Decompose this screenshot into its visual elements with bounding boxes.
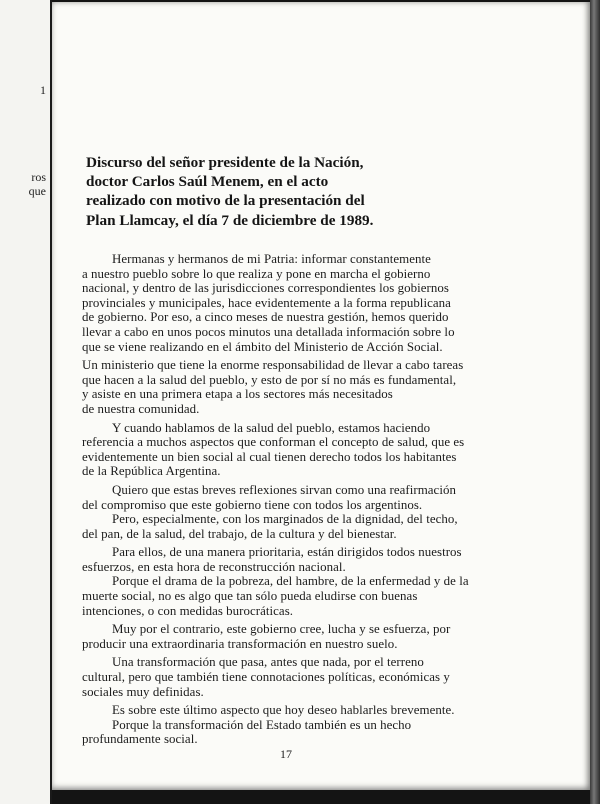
body-line: sociales muy definidas. [82, 684, 204, 699]
body-line: provinciales y municipales, hace evidentemente a la forma republicana [82, 295, 451, 310]
body-line: Porque la transformación del Estado también es un hecho [112, 717, 412, 732]
body-line: y asiste en una primera etapa a los sectores más necesitados [82, 387, 393, 402]
body-line: del pan, de la salud, del trabajo, de la cultura y del bienestar. [82, 526, 397, 541]
body-line: que se viene realizando en el ámbito del Ministerio de Acción Social. [82, 339, 443, 354]
body-line: evidentemente un bien social al cual tienen derecho todos los habitantes [82, 449, 457, 464]
body-line: nacional, y dentro de las jurisdicciones correspondientes los gobiernos [82, 281, 449, 296]
body-line: muerte social, no es algo que tan sólo pueda eludirse con buenas [82, 589, 418, 604]
body-line: intenciones, o con medidas burocráticas. [82, 603, 294, 618]
scan-edge [590, 0, 600, 804]
body-line: Porque el drama de la pobreza, del hambre, de la enfermedad y de la [112, 574, 469, 589]
body-line: Para ellos, de una manera prioritaria, están dirigidos todos nuestros [112, 545, 462, 560]
body-line: de la República Argentina. [82, 464, 221, 479]
body-line: Y cuando hablamos de la salud del pueblo, estamos haciendo [112, 420, 431, 435]
facing-page-edge [0, 0, 52, 804]
body-line: esfuerzos, en esta hora de reconstrucción nacional. [82, 559, 346, 574]
title-line: Plan Llamcay, el día 7 de diciembre de 1989. [86, 211, 374, 229]
body-line: que hacen a la salud del pueblo, y esto de por sí no más es fundamental, [82, 372, 457, 387]
body-line: de gobierno. Por eso, a cinco meses de nuestra gestión, hemos querido [82, 310, 449, 325]
title-line: doctor Carlos Saúl Menem, en el acto [86, 173, 329, 191]
body-line: profundamente social. [82, 732, 198, 747]
body-line: Pero, especialmente, con los marginados de la dignidad, del techo, [112, 512, 458, 527]
body-line: cultural, pero que también tiene connotaciones políticas, económicas y [82, 670, 450, 685]
margin-fragment: que [28, 184, 46, 198]
title-line: realizado con motivo de la presentación del [86, 192, 365, 210]
body-line: Un ministerio que tiene la enorme responsabilidad de llevar a cabo tareas [82, 358, 464, 373]
body-line: de nuestra comunidad. [82, 401, 200, 416]
body-line: Es sobre este último aspecto que hoy deseo hablarles brevemente. [112, 703, 455, 718]
speech-body [82, 252, 537, 747]
page-number: 17 [280, 747, 292, 761]
title-line: Discurso del señor presidente de la Nación, [86, 154, 364, 171]
speech-title [86, 153, 416, 230]
body-line: Una transformación que pasa, antes que nada, por el terreno [112, 655, 424, 670]
body-line: producir una extraordinaria transformación en nuestro suelo. [82, 636, 398, 651]
body-line: del compromiso que este gobierno tiene con todos los argentinos. [82, 497, 423, 512]
body-line: llevar a cabo en unos pocos minutos una detallada información sobre lo [82, 324, 455, 339]
body-line: Muy por el contrario, este gobierno cree, lucha y se esfuerza, por [112, 622, 451, 637]
margin-fragment: ros [31, 170, 46, 184]
body-line: Hermanas y hermanos de mi Patria: informar constantemente [112, 252, 431, 266]
document-page [52, 2, 590, 790]
margin-fragment: 1 [40, 83, 46, 97]
body-line: Quiero que estas breves reflexiones sirvan como una reafirmación [112, 482, 456, 497]
body-line: referencia a muchos aspectos que conforman el concepto de salud, que es [82, 435, 465, 450]
body-line: a nuestro pueblo sobre lo que realiza y pone en marcha el gobierno [82, 266, 431, 281]
